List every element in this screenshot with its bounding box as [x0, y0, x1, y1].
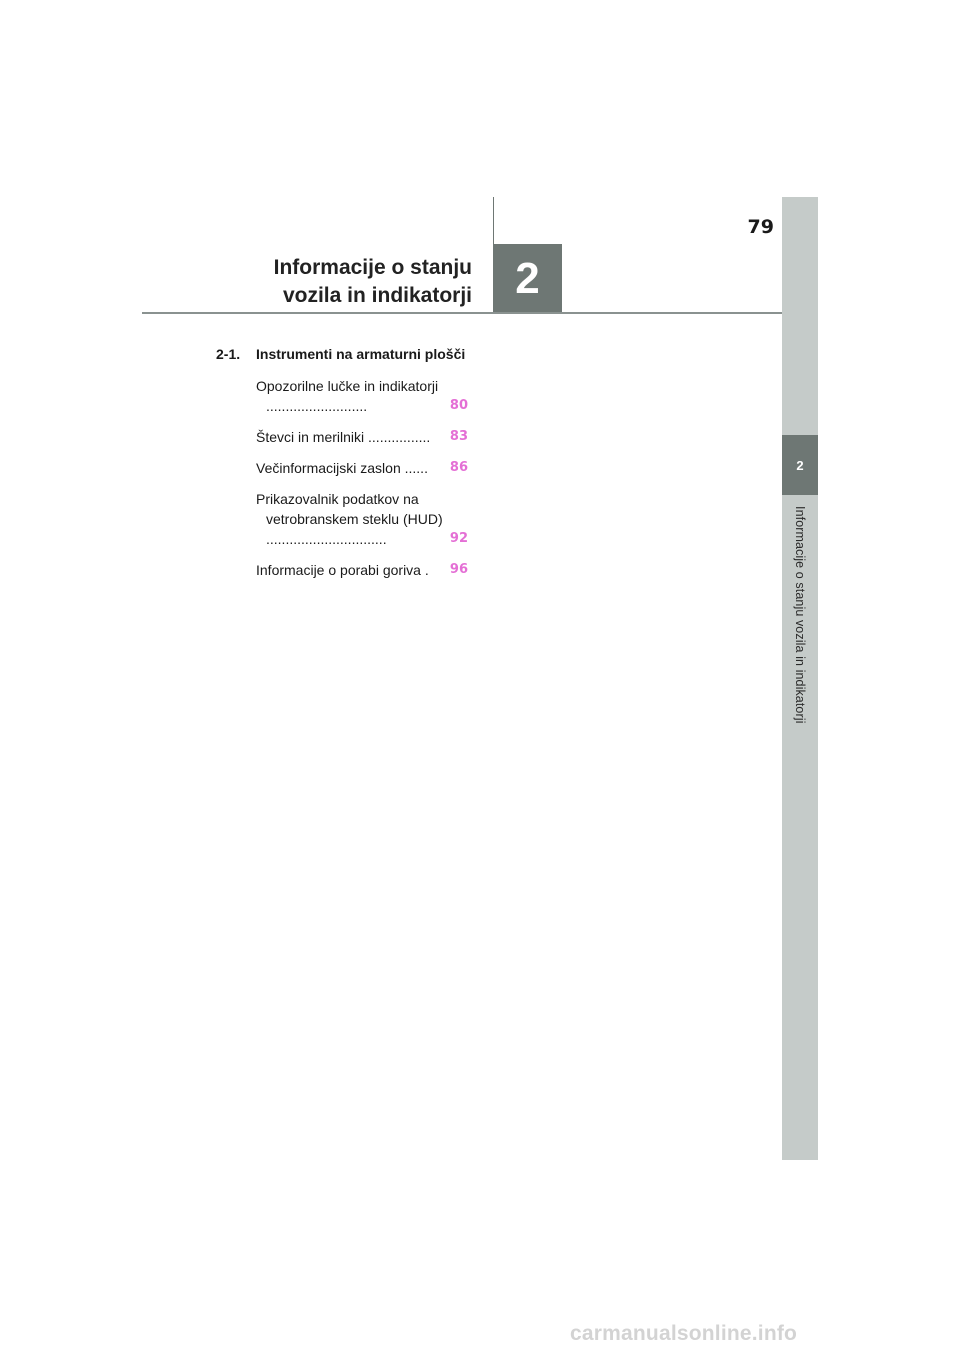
toc-section-title: Instrumenti na armaturni plošči	[256, 346, 466, 362]
header-rule	[142, 312, 782, 314]
chapter-title-line2: vozila in indikatorji	[282, 284, 472, 307]
side-tab-label: Informacije o stanju vozila in indikatorji	[793, 506, 807, 724]
toc-entry-text: Informacije o porabi goriva .	[256, 562, 429, 578]
toc-entry-page-link[interactable]: 96	[449, 562, 468, 577]
toc-entry-text: Opozorilne lučke in indikatorji ..........................	[256, 378, 439, 414]
table-of-contents	[216, 344, 468, 591]
watermark: carmanualsonline.info	[570, 1322, 798, 1345]
page-number: 79	[747, 216, 774, 238]
toc-entry-page-link[interactable]: 92	[449, 531, 468, 546]
toc-section-heading[interactable]	[216, 344, 468, 364]
toc-entry-page-link[interactable]: 86	[449, 460, 468, 475]
toc-entry-text: Števci in merilniki ................	[256, 429, 431, 445]
chapter-title-line1: Informacije o stanju	[273, 256, 472, 279]
chapter-number-box: 2	[493, 244, 562, 313]
toc-entry-gauges-meters[interactable]	[256, 427, 468, 447]
toc-entry-head-up-display[interactable]	[256, 489, 468, 549]
toc-entry-page-link[interactable]: 80	[449, 398, 468, 413]
toc-entry-warning-lights[interactable]	[256, 376, 468, 416]
toc-entry-fuel-consumption[interactable]	[256, 560, 468, 580]
toc-entry-multi-information-display[interactable]	[256, 458, 468, 478]
toc-entry-page-link[interactable]: 83	[449, 429, 468, 444]
chapter-divider-vertical	[493, 197, 494, 245]
toc-entry-text: Prikazovalnik podatkov na vetrobranskem steklu (HUD) ...............................	[256, 491, 443, 547]
side-tab-chapter-number[interactable]: 2	[782, 435, 818, 495]
toc-section-number: 2-1.	[216, 346, 241, 362]
toc-entry-text: Večinformacijski zaslon ......	[256, 460, 428, 476]
chapter-title	[200, 254, 472, 310]
